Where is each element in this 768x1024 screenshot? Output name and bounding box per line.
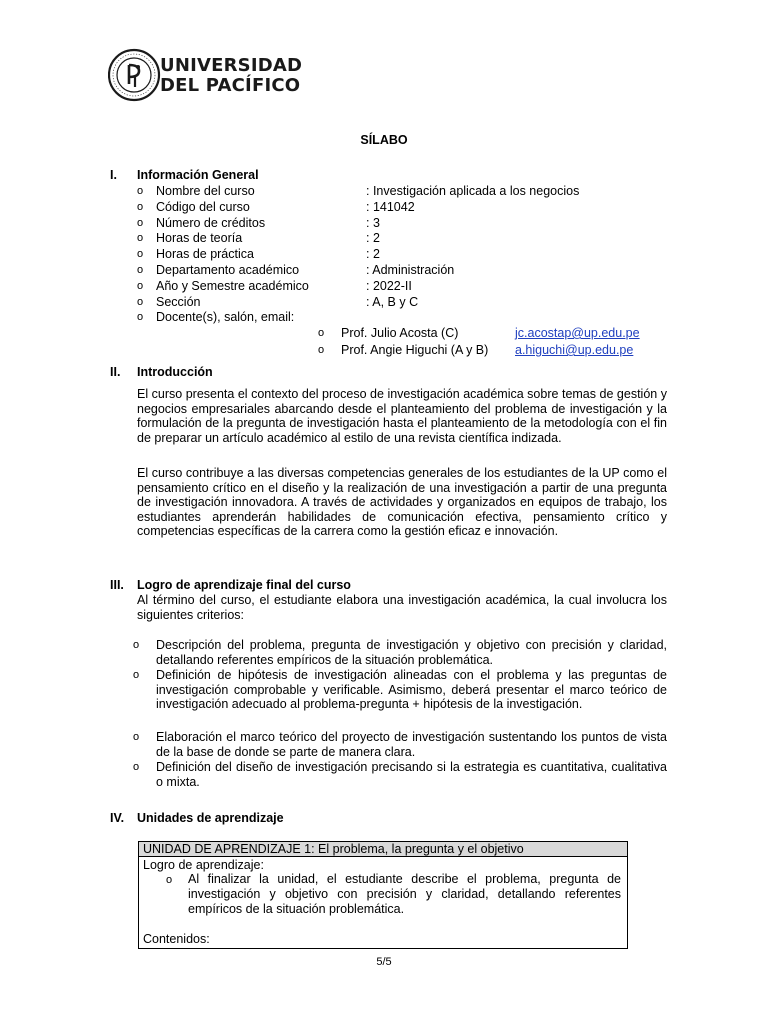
bullet-icon: o	[133, 731, 140, 743]
unit-1-logro-label: Logro de aprendizaje:	[143, 858, 264, 872]
bullet-icon: o	[133, 761, 140, 773]
bullet-icon: o	[137, 216, 144, 229]
info-row	[0, 199, 768, 215]
professor-row	[0, 342, 768, 358]
info-row	[0, 262, 768, 278]
logro-criterion: Definición del diseño de investigación precisando si la estrategia es cuantitativa, cualitativa o mixta.	[156, 760, 667, 789]
info-value: : 141042	[366, 199, 415, 214]
info-value: : Investigación aplicada a los negocios	[366, 184, 580, 198]
info-row	[0, 215, 768, 231]
bullet-icon: o	[133, 639, 140, 651]
university-seal-icon	[108, 46, 166, 104]
bullet-icon: o	[137, 295, 144, 308]
section-2-title: Introducción	[137, 365, 213, 379]
info-row	[0, 294, 768, 310]
section-3-title: Logro de aprendizaje final del curso	[137, 578, 351, 592]
unit-1-logro-item: Al finalizar la unidad, el estudiante describe el problema, pregunta de investigación y objetivo con precisión y claridad, detallando referentes empíricos de la situación problemática.	[188, 872, 621, 917]
info-value: : 2022-II	[366, 278, 412, 293]
section-1-title: Información General	[137, 168, 259, 182]
logo-line-1: UNIVERSIDAD	[160, 55, 303, 76]
professor-row	[0, 325, 768, 341]
university-logo	[108, 46, 303, 106]
info-value: : A, B y C	[366, 294, 419, 309]
logro-criterion: Definición de hipótesis de investigación alineadas con el problema y las preguntas de investigación comprobable y verificable. Asimismo, deberá presentar el marco teórico de investigación adecuado al problema-pregunta + hipótesis de la investigación.	[156, 668, 667, 712]
intro-paragraph-2: El curso contribuye a las diversas competencias generales de los estudiantes de la UP como el pensamiento crítico en el diseño y la realización de una investigación a partir de una pregunta de investigación innovadora. A través de actividades y organizados en equipos de trabajo, los estudiantes aprenderán habilidades de comunicación efectiva, pensamiento crítico y competencias específicas de la carrera como la gestión eficaz e innovación.	[137, 466, 667, 539]
bullet-icon: o	[318, 344, 325, 356]
section-3-number: III.	[110, 578, 124, 592]
info-label: Número de créditos	[156, 215, 266, 230]
page-number: 5/5	[376, 956, 392, 968]
info-label: Código del curso	[156, 199, 250, 214]
bullet-icon: o	[137, 264, 144, 276]
info-row	[0, 230, 768, 246]
document-title: SÍLABO	[360, 133, 408, 147]
info-row	[0, 246, 768, 262]
info-label: Departamento académico	[156, 263, 300, 277]
section-1-number: I.	[110, 168, 117, 182]
bullet-icon: o	[137, 311, 144, 324]
info-row	[0, 309, 768, 325]
section-4-number: IV.	[110, 811, 125, 825]
unit-1-header: UNIDAD DE APRENDIZAJE 1: El problema, la pregunta y el objetivo	[139, 842, 627, 857]
logro-intro: Al término del curso, el estudiante elabora una investigación académica, la cual involucra los siguientes criterios:	[137, 593, 667, 622]
bullet-icon: o	[137, 279, 144, 292]
info-label: Horas de teoría	[156, 231, 243, 246]
info-label: Sección	[156, 294, 201, 309]
info-label: Docente(s), salón, email:	[156, 310, 295, 325]
bullet-icon: o	[166, 874, 173, 886]
bullet-icon: o	[137, 185, 144, 197]
info-value: : 2	[366, 231, 380, 246]
intro-paragraph-1: El curso presenta el contexto del proceso de investigación académica sobre temas de gestión y negocios empresariales abarcando desde el planteamiento del problema de investigación y la formulación de la pregunta de investigación hasta el planteamiento de la metodología con el fin de preparar un artículo académico al estilo de una revista científica indizada.	[137, 387, 667, 445]
logro-criterion: Descripción del problema, pregunta de investigación y objetivo con precisión y claridad, detallando referentes empíricos de la situación problemática.	[156, 638, 667, 667]
professor-email-link[interactable]: a.higuchi@up.edu.pe	[515, 343, 634, 357]
bullet-icon: o	[137, 200, 144, 213]
logro-criterion: Elaboración el marco teórico del proyecto de investigación sustentando los puntos de vista de la base de donde se parte de manera clara.	[156, 730, 667, 759]
professor-name: Prof. Julio Acosta (C)	[341, 326, 459, 340]
info-row	[0, 183, 768, 199]
unit-1-contenidos-label: Contenidos:	[143, 932, 210, 946]
info-row	[0, 278, 768, 294]
info-value: : 2	[366, 247, 380, 262]
logo-line-2: DEL PACÍFICO	[160, 75, 301, 96]
bullet-icon: o	[137, 248, 144, 261]
section-4-title: Unidades de aprendizaje	[137, 811, 284, 825]
logo-wordmark	[160, 56, 302, 96]
bullet-icon: o	[137, 232, 144, 245]
info-label: Año y Semestre académico	[156, 278, 309, 293]
info-label: Nombre del curso	[156, 184, 255, 198]
info-value: : 3	[366, 215, 380, 230]
unit-1-table	[138, 841, 628, 949]
professor-name: Prof. Angie Higuchi (A y B)	[341, 343, 489, 357]
info-label: Horas de práctica	[156, 247, 254, 262]
bullet-icon: o	[318, 327, 325, 339]
bullet-icon: o	[133, 669, 140, 681]
section-2-number: II.	[110, 365, 121, 379]
info-value: : Administración	[366, 263, 455, 277]
professor-email-link[interactable]: jc.acostap@up.edu.pe	[515, 326, 640, 340]
